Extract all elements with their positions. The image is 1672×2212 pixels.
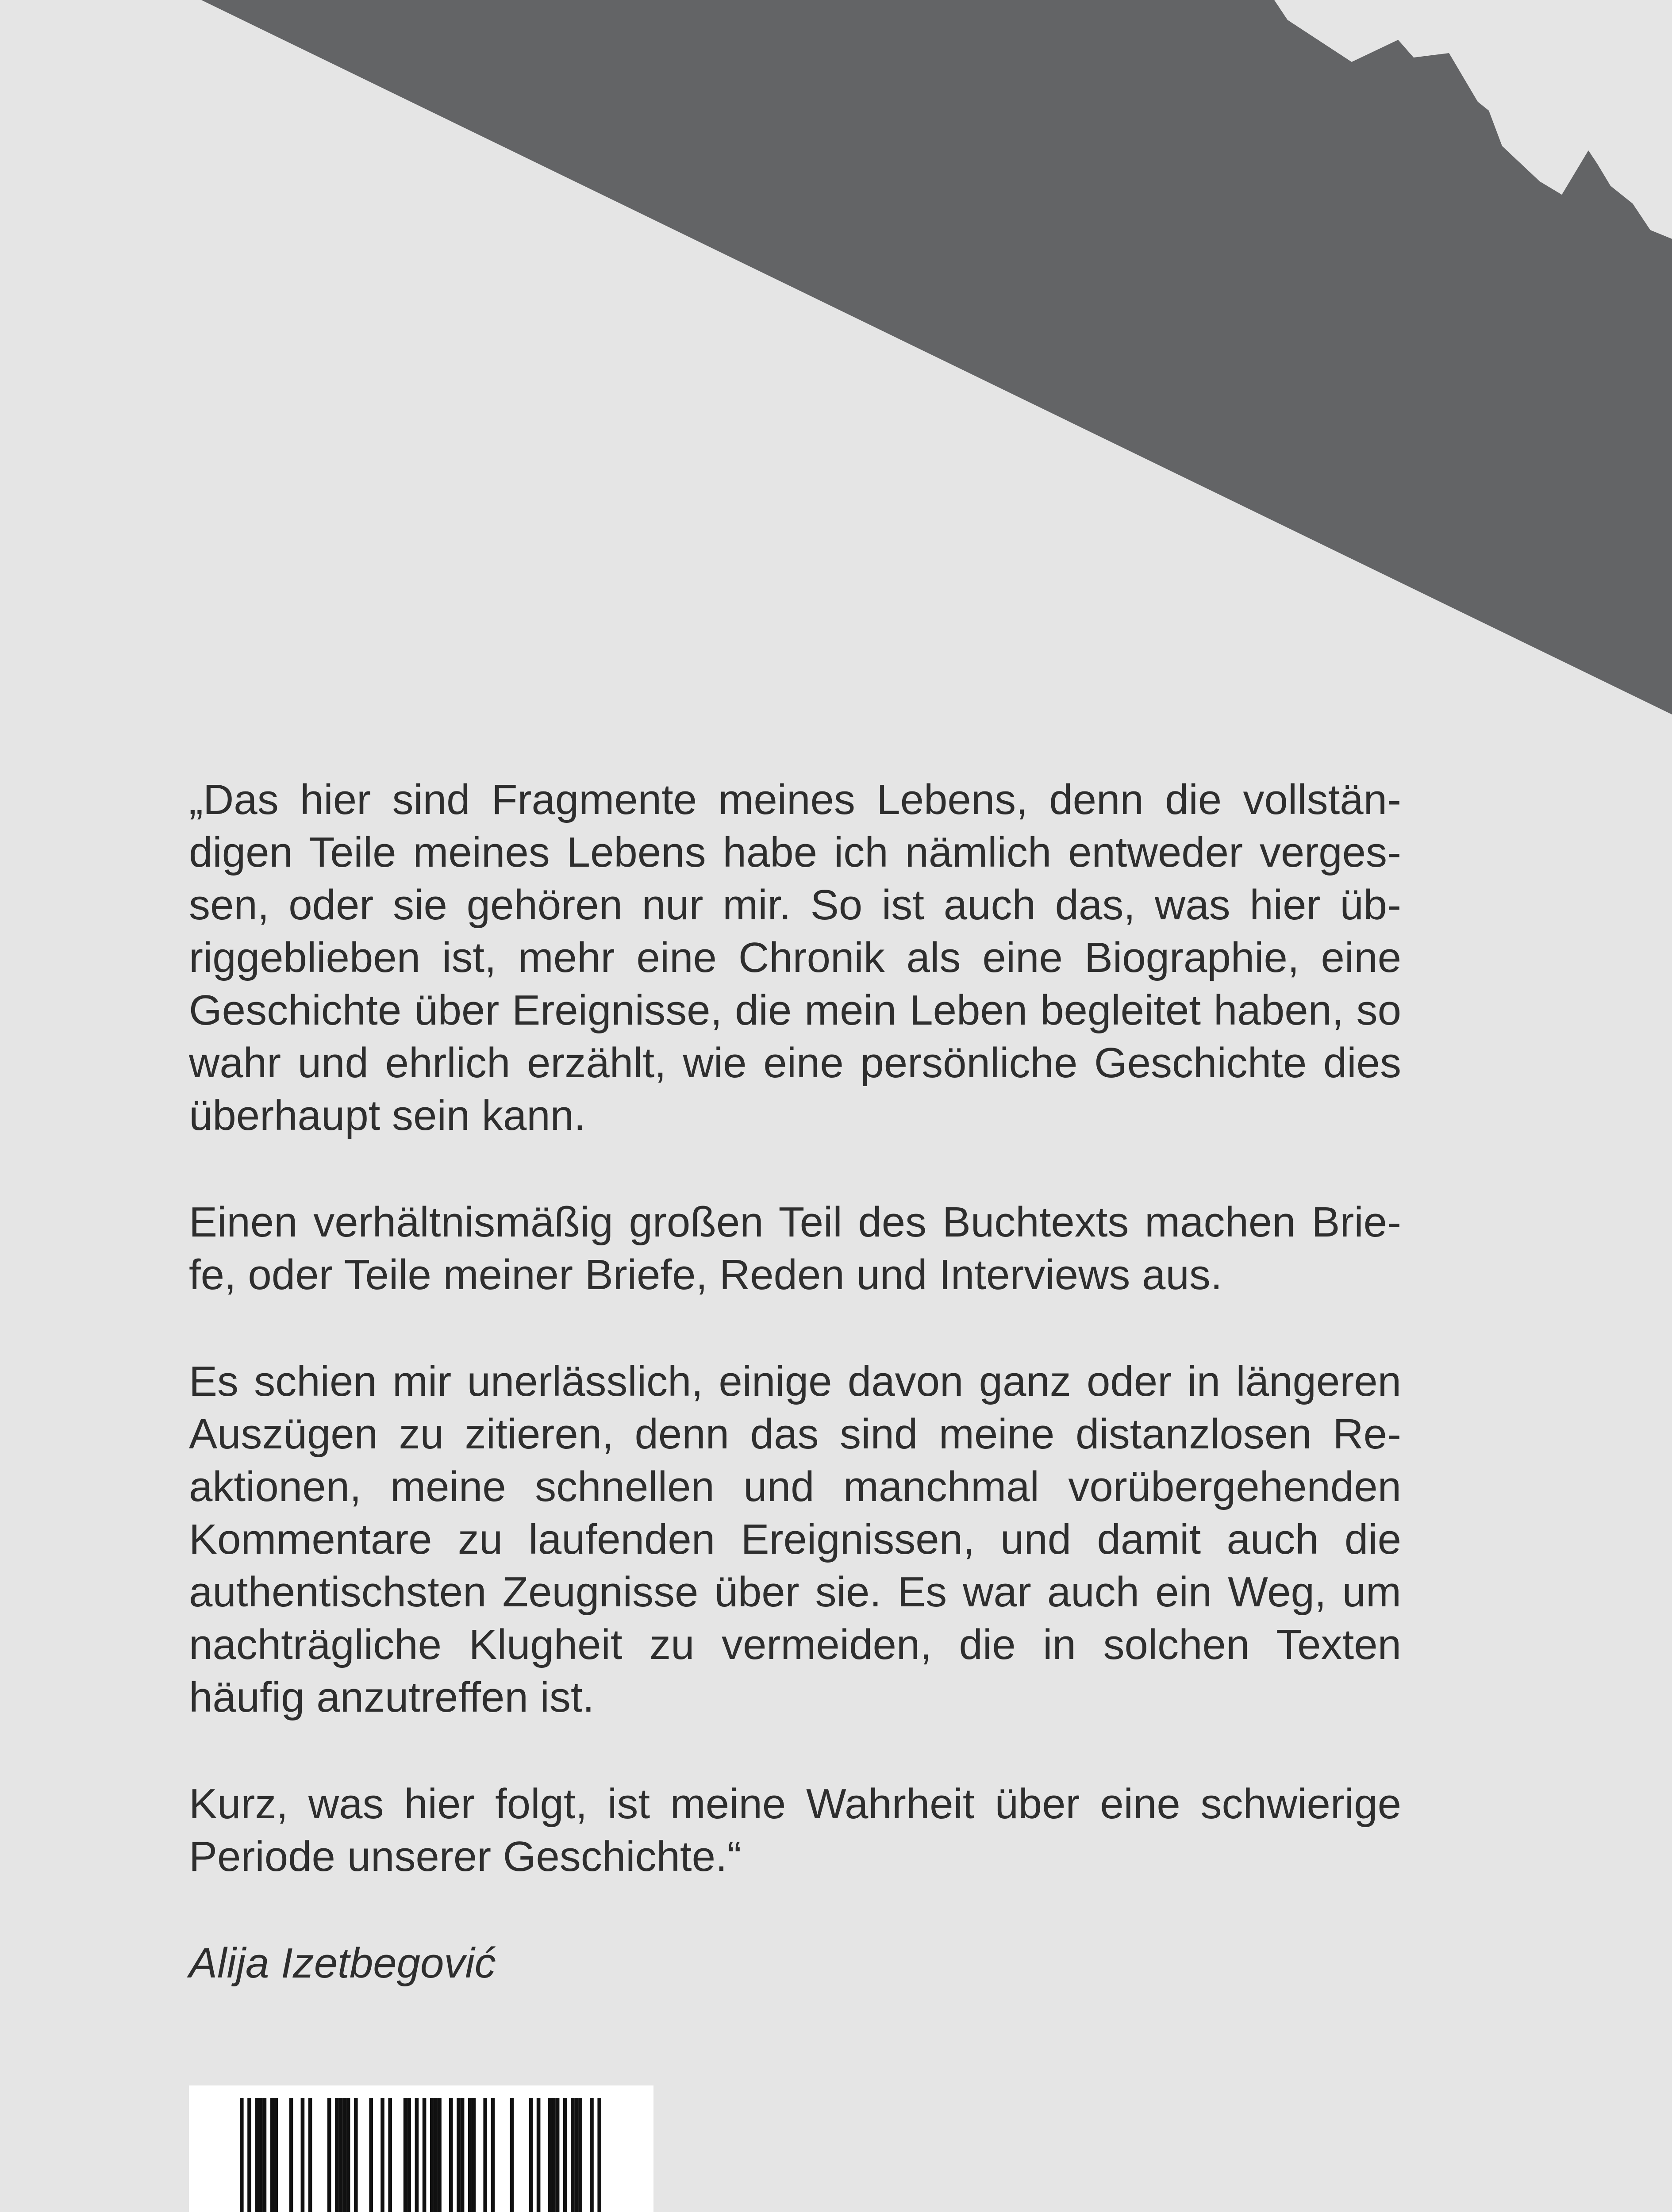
barcode-bar: [556, 2098, 560, 2212]
barcode-bar: [346, 2098, 350, 2212]
barcode-bar: [552, 2098, 556, 2212]
barcode-guard-bar: [597, 2098, 601, 2212]
isbn-barcode: [189, 2085, 653, 2212]
barcode-bar: [578, 2098, 582, 2212]
barcode-bar: [381, 2098, 384, 2212]
barcode-bar: [369, 2098, 373, 2212]
barcode-bar: [255, 2098, 259, 2212]
barcode-bar: [274, 2098, 278, 2212]
barcode-bar: [472, 2098, 476, 2212]
barcode-bar: [449, 2098, 453, 2212]
blurb-paragraph-4: Kurz, was hier folgt, ist meine Wahrheit über eine schwierige Periode unserer Geschichte.“: [189, 1780, 1401, 1880]
barcode-bar: [461, 2098, 465, 2212]
barcode-bar: [483, 2098, 487, 2212]
barcode-bar: [457, 2098, 461, 2212]
barcode-bar: [289, 2098, 293, 2212]
barcode-bar: [301, 2098, 305, 2212]
shadow-shape: [201, 0, 1672, 714]
barcode-bar: [335, 2098, 339, 2212]
barcode-bar: [548, 2098, 552, 2212]
barcode-bar: [404, 2098, 407, 2212]
barcode-bar: [259, 2098, 263, 2212]
barcode-guard-bar: [415, 2098, 419, 2212]
shadow-graphic: [0, 0, 1672, 717]
blurb: [189, 773, 1401, 2043]
author-signature: Alija Izetbegović: [189, 1939, 496, 1987]
barcode-guard-bar: [240, 2098, 244, 2212]
blurb-paragraph-2: Einen verhältnismäßig großen Teil des Buchtexts machen Briefe, oder Teile meiner Briefe, Reden und Interviews aus.: [189, 1198, 1401, 1298]
barcode-bar: [438, 2098, 442, 2212]
barcode-bar: [491, 2098, 495, 2212]
barcode-bar: [270, 2098, 274, 2212]
barcode-bar: [327, 2098, 331, 2212]
blurb-paragraph-3: Es schien mir unerlässlich, einige davon ganz oder in längeren Auszügen zu zitieren, denn das sind meine distanzlosen Reaktionen, meine schnellen und manchmal vorübergehenden Kommentare zu laufenden Ereignissen, und damit auch die authentischsten Zeugnisse über sie. Es war auch ein Weg, um nachträgliche Klugheit zu vermeiden, die in solchen Texten häufig anzutreffen ist.: [189, 1358, 1401, 1721]
barcode-bar: [342, 2098, 346, 2212]
barcode-bar: [434, 2098, 438, 2212]
barcode-bar: [563, 2098, 567, 2212]
blurb-paragraph-1: „Das hier sind Fragmente meines Lebens, denn die vollständigen Teile meines Lebens habe ich nämlich entweder vergessen, oder sie gehören nur mir. So ist auch das, was hier übriggeblieben ist, mehr eine Chronik als eine Biographie, eine Geschichte über Ereignisse, die mein Leben begleitet haben, so wahr und ehrlich erzählt, wie eine persönliche Geschichte dies überhaupt sein kann.: [189, 776, 1401, 1139]
barcode-bar: [537, 2098, 541, 2212]
barcode-bar: [468, 2098, 472, 2212]
barcode-bar: [339, 2098, 343, 2212]
barcode-guard-bar: [247, 2098, 251, 2212]
barcode-bar: [354, 2098, 358, 2212]
barcode-bar: [529, 2098, 533, 2212]
barcode-guard-bar: [423, 2098, 427, 2212]
barcode-bar: [571, 2098, 575, 2212]
barcode-bar: [308, 2098, 312, 2212]
barcode-bar: [510, 2098, 514, 2212]
barcode-bars: [189, 2085, 653, 2212]
barcode-bar: [575, 2098, 579, 2212]
barcode-bar: [263, 2098, 267, 2212]
barcode-bar: [430, 2098, 434, 2212]
barcode-bar: [388, 2098, 392, 2212]
barcode-guard-bar: [590, 2098, 594, 2212]
barcode-bar: [407, 2098, 411, 2212]
